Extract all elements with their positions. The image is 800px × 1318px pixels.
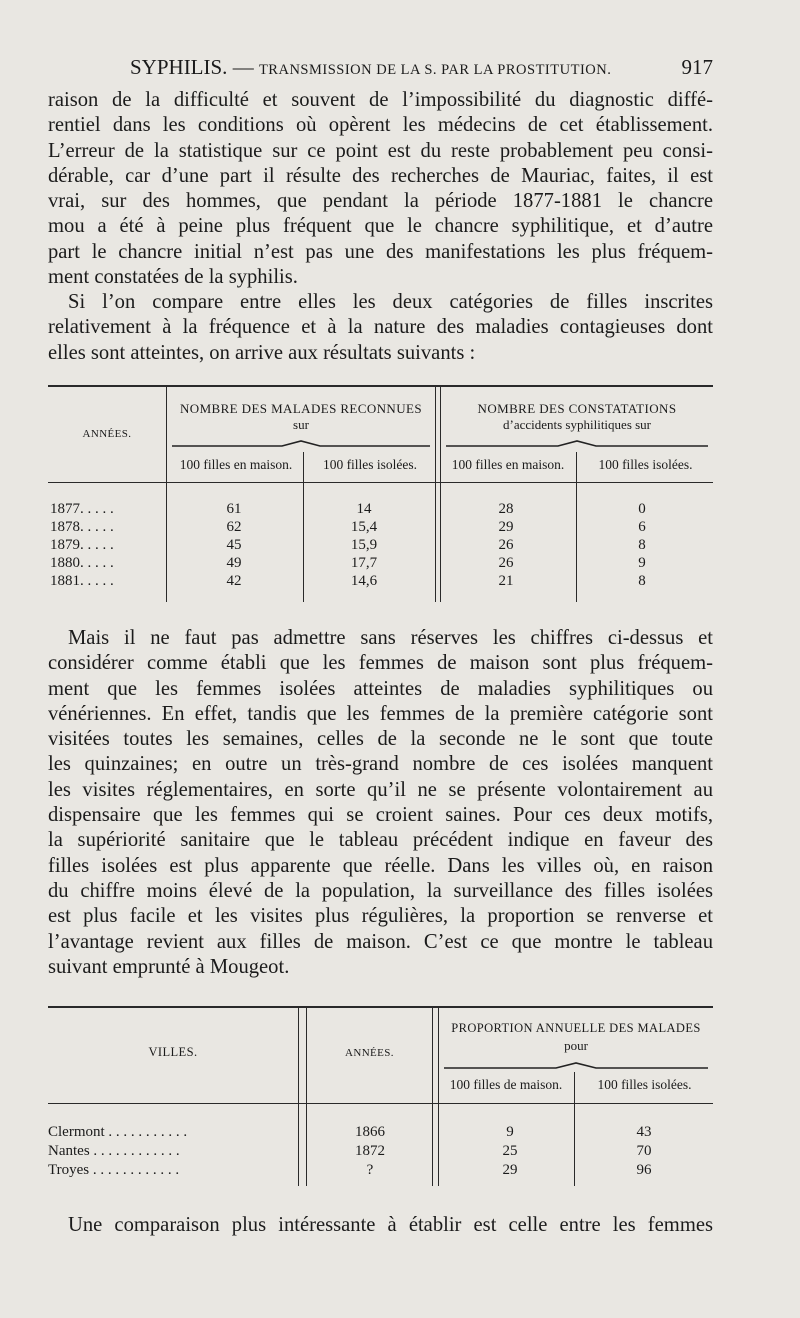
cell-value: 45 [226, 537, 242, 553]
subcolumn-header-maison: 100 filles en maison. [179, 457, 293, 472]
text-line: les visites réglementaires, en sorte qu’il ne se présente volontairement au [48, 778, 713, 801]
column-divider [435, 387, 436, 602]
text-line: part le chancre initial n’est pas une des manifestations les plus fréquem- [48, 240, 713, 263]
text-line: filles isolées est plus apparente que réelle. Dans les villes où, en raison [48, 854, 713, 877]
group-header-malades: NOMBRE DES MALADES RECONNUES [180, 401, 422, 416]
paragraph-2 [48, 290, 713, 366]
cell-value: 26 [498, 555, 514, 571]
group-subheader-pour: pour [564, 1038, 588, 1053]
cell-value: 0 [638, 501, 646, 517]
column-header-annees: ANNÉES. [82, 428, 132, 440]
brace-line [172, 440, 430, 450]
text-line: ment que les femmes isolées atteintes de maladies syphilitiques ou [48, 677, 713, 700]
cell-value: 9 [638, 555, 646, 571]
cell-value: 61 [226, 501, 242, 517]
cell-value: 15,4 [350, 519, 378, 535]
running-head-dash: — [232, 55, 254, 79]
column-header-annees: ANNÉES. [345, 1047, 394, 1059]
cell-value: 96 [636, 1162, 652, 1178]
cell-city: Clermont . . . . . . . . . . . [48, 1124, 188, 1140]
cell-value: 62 [226, 519, 242, 535]
text-line: du chiffre moins élevé de la population, la surveillance des filles isolées [48, 879, 713, 902]
brace-line [444, 1062, 708, 1072]
cell-year: 1877. . . . . [50, 501, 114, 517]
group-header-proportion: PROPORTION ANNUELLE DES MALADES [451, 1021, 701, 1035]
cell-value: 26 [498, 537, 514, 553]
text-line: est plus facile et les visites plus régulières, la proportion se renverse et [48, 905, 713, 928]
text-line: rentiel dans les conditions où opèrent les médecins de cet établissement. [48, 114, 713, 137]
cell-value: 70 [636, 1143, 652, 1159]
group-subheader-sur: sur [293, 417, 309, 432]
running-head-sub: TRANSMISSION DE LA S. PAR LA PROSTITUTION. [258, 62, 612, 78]
cell-city: Nantes . . . . . . . . . . . . [48, 1143, 180, 1159]
table-top-rule [48, 1006, 713, 1008]
cell-year: 1879. . . . . [50, 537, 114, 553]
paragraph-4 [48, 1213, 713, 1238]
cell-year: 1866 [355, 1124, 385, 1140]
cell-value: 9 [506, 1124, 514, 1140]
page-number: 917 [681, 55, 713, 79]
text-line: vrai, sur des hommes, que pendant la période 1877-1881 le chancre [48, 190, 713, 213]
table-top-rule [48, 385, 713, 387]
text-line: dérable, car d’une part il résulte des recherches de Mauriac, faites, il est [48, 164, 713, 187]
cell-year: 1881. . . . . [50, 573, 114, 589]
text-line: raison de la difficulté et souvent de l’impossibilité du diagnostic diffé- [48, 89, 713, 111]
cell-value: 17,7 [350, 555, 378, 571]
text-line: elles sont atteintes, on arrive aux résultats suivants : [48, 341, 476, 364]
cell-year: 1872 [355, 1143, 385, 1159]
cell-value: 25 [502, 1143, 518, 1159]
text-line: relativement à la fréquence et à la nature des maladies contagieuses dont [48, 316, 713, 339]
paragraph-3 [48, 626, 713, 980]
running-head-main: SYPHILIS. [130, 55, 228, 79]
text-line: ment constatées de la syphilis. [48, 266, 298, 289]
cell-year: 1878. . . . . [50, 519, 114, 535]
cell-value: 14,6 [350, 573, 378, 589]
subcolumn-header-isolees: 100 filles isolées. [322, 457, 418, 472]
header-bottom-rule [48, 482, 713, 483]
cell-year: 1880. . . . . [50, 555, 114, 571]
column-divider [306, 1008, 307, 1186]
column-divider [576, 452, 577, 602]
text-line: L’erreur de la statistique sur ce point est du reste probablement peu consi- [48, 139, 713, 162]
text-line: les quinzaines; en outre un très-grand nombre de ces isolées manquent [48, 753, 713, 776]
column-divider [432, 1008, 433, 1186]
paragraph-1 [48, 88, 713, 290]
text-line: vénériennes. En effet, tandis que les femmes de la première catégorie sont [48, 702, 713, 725]
subcolumn-header-maison: 100 filles en maison. [451, 457, 565, 472]
cell-value: 28 [498, 501, 514, 517]
cell-value: 43 [636, 1124, 652, 1140]
text-line: la supériorité sanitaire que le tableau précédent indique en faveur des [48, 829, 713, 852]
header-bottom-rule [48, 1103, 713, 1104]
text-line: suivant emprunté à Mougeot. [48, 955, 290, 978]
running-head [48, 55, 713, 83]
cell-value: 21 [498, 573, 514, 589]
cell-value: 49 [226, 555, 242, 571]
column-divider [303, 452, 304, 602]
cell-value: 8 [638, 573, 646, 589]
cell-year: ? [366, 1162, 374, 1178]
cell-value: 15,9 [350, 537, 378, 553]
text-line: l’avantage revient aux filles de maison. C’est ce que montre le tableau [48, 930, 713, 953]
group-header-constatations: NOMBRE DES CONSTATATIONS [477, 401, 677, 416]
group-subheader-accidents: d’accidents syphilitiques sur [502, 417, 652, 432]
column-divider [574, 1072, 575, 1186]
text-line: Mais il ne faut pas admettre sans réserves les chiffres ci-dessus et [68, 627, 713, 649]
cell-value: 8 [638, 537, 646, 553]
brace-line [446, 440, 708, 450]
text-line: dispensaire que les femmes qui se croient saines. Pour ces deux motifs, [48, 804, 713, 827]
text-line: considérer comme établi que les femmes de maison sont plus fréquem- [48, 652, 713, 675]
cell-value: 14 [356, 501, 372, 517]
subcolumn-header-isolees: 100 filles isolées. [597, 1077, 692, 1092]
running-head-title [130, 55, 611, 80]
text-line: visitées toutes les semaines, celles de la seconde ne le sont que toute [48, 728, 713, 751]
text-line: Une comparaison plus intéressante à établir est celle entre les femmes [68, 1214, 713, 1236]
subcolumn-header-isolees: 100 filles isolées. [598, 457, 693, 472]
subcolumn-header-maison: 100 filles de maison. [449, 1077, 563, 1092]
text-line: mou a été à peine plus fréquent que le chancre syphilitique, et d’autre [48, 215, 713, 238]
cell-city: Troyes . . . . . . . . . . . . [48, 1162, 180, 1178]
cell-value: 6 [638, 519, 646, 535]
cell-value: 42 [226, 573, 242, 589]
cell-value: 29 [502, 1162, 518, 1178]
column-header-villes: VILLES. [148, 1045, 198, 1059]
text-line: Si l’on compare entre elles les deux catégories de filles inscrites [68, 291, 713, 313]
cell-value: 29 [498, 519, 514, 535]
column-divider [298, 1008, 299, 1186]
